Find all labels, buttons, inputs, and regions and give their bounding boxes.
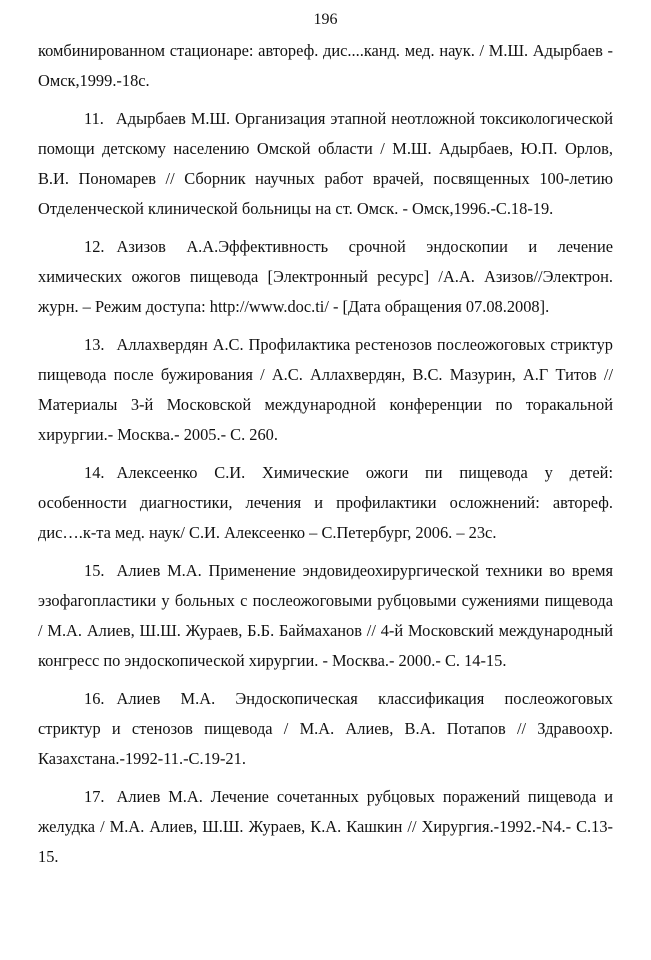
reference-number: 17. [84,787,105,806]
references-list [38,36,613,880]
reference-text: комбинированном стационаре: автореф. дис....канд. мед. наук. / М.Ш. Адырбаев - Омск,1999.-18с. [38,41,613,90]
reference-entry-11 [38,104,613,224]
page-number: 196 [313,11,338,28]
reference-text: Алиев М.А. Эндоскопическая классификация послеожоговых стриктур и стенозов пищевода / М.А. Алиев, В.А. Потапов // Здравоохр. Казахстана.-1992-11.-С.19-21. [38,689,613,768]
continued-reference-entry [38,36,613,96]
reference-text: Алиев М.А. Лечение сочетанных рубцовых поражений пищевода и желудка / М.А. Алиев, Ш.Ш. Жураев, К.А. Кашкин // Хирургия.-1992.-N4.- С.13-15. [38,787,613,866]
reference-number: 15. [84,561,105,580]
reference-number: 12. [84,237,105,256]
reference-entry-13 [38,330,613,450]
reference-number: 14. [84,463,105,482]
reference-text: Азизов А.А.Эффективность срочной эндоскопии и лечение химических ожогов пищевода [Электронный ресурс] /А.А. Азизов//Электрон. журн. – Режим доступа: http://www.doc.ti/ - [Дата обращения 07.08.2008]. [38,237,613,316]
reference-number: 11. [84,109,104,128]
reference-number: 13. [84,335,105,354]
reference-entry-15 [38,556,613,676]
reference-entry-12 [38,232,613,322]
reference-entry-16 [38,684,613,774]
reference-text: Аллахвердян А.С. Профилактика рестенозов послеожоговых стриктур пищевода после бужирования / А.С. Аллахвердян, В.С. Мазурин, А.Г Титов // Материалы 3-й Московской международной конференции по торакальной хирургии.- Москва.- 2005.- С. 260. [38,335,613,444]
reference-text: Алиев М.А. Применение эндовидеохирургической техники во время эзофагопластики у больных с послеожоговыми рубцовыми сужениями пищевода / М.А. Алиев, Ш.Ш. Жураев, Б.Б. Баймаханов // 4-й Московский международный конгресс по эндоскопической хирургии. - Москва.- 2000.- С. 14-15. [38,561,613,670]
reference-text: Алексеенко С.И. Химические ожоги пи пищевода у детей: особенности диагностики, лечения и профилактики осложнений: автореф. дис….к-та мед. наук/ С.И. Алексеенко – С.Петербург, 2006. – 23с. [38,463,613,542]
reference-entry-14 [38,458,613,548]
reference-number: 16. [84,689,105,708]
reference-entry-17 [38,782,613,872]
reference-text: Адырбаев М.Ш. Организация этапной неотложной токсикологической помощи детскому населению Омской области / М.Ш. Адырбаев, Ю.П. Орлов, В.И. Пономарев // Сборник научных работ врачей, посвященных 100-летию Отделенческой клинической больницы на ст. Омск. - Омск,1996.-С.18-19. [38,109,613,218]
